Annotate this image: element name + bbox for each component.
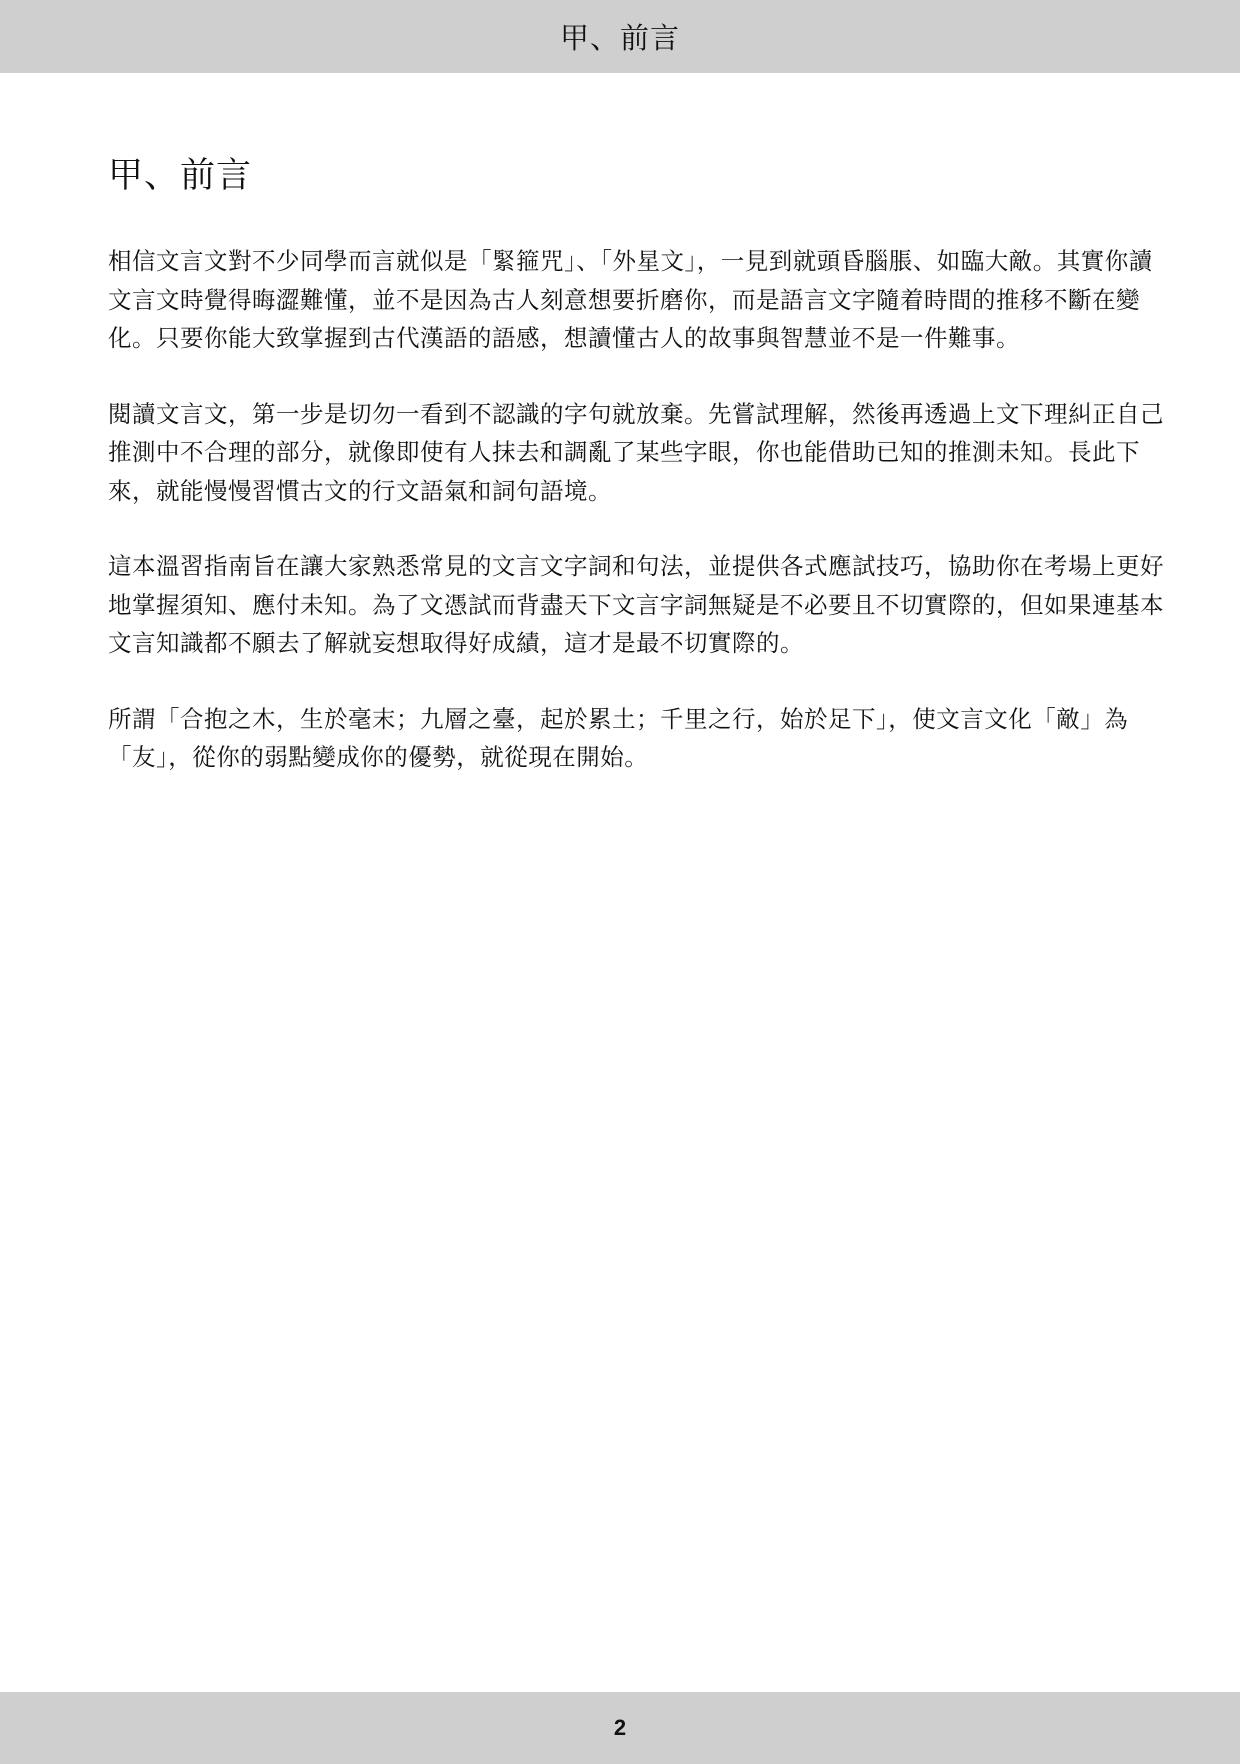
page-header — [0, 0, 1240, 73]
page-footer — [0, 1692, 1240, 1764]
paragraph-2: 閱讀文言文，第一步是切勿一看到不認識的字句就放棄。先嘗試理解，然後再透過上文下理糾正自己推測中不合理的部分，就像即使有人抹去和調亂了某些字眼，你也能借助已知的推測未知。長此下來，就能慢慢習慣古文的行文語氣和詞句語境。 — [108, 399, 1164, 505]
paragraph-4: 所謂「合抱之木，生於毫末；九層之臺，起於累土；千里之行，始於足下」，使文言文化「敵」為「友」，從你的弱點變成你的優勢，就從現在開始。 — [108, 704, 1129, 771]
paragraph-1: 相信文言文對不少同學而言就似是「緊箍咒」、「外星文」，一見到就頭昏腦脹、如臨大敵。其實你讀文言文時覺得晦澀難懂，並不是因為古人刻意想要折磨你，而是語言文字隨着時間的推移不斷在變化。只要你能大致掌握到古代漢語的語感，想讀懂古人的故事與智慧並不是一件難事。 — [108, 247, 1153, 352]
header-title: 甲、前言 — [559, 21, 680, 55]
section-heading: 甲、前言 — [108, 156, 253, 196]
main-content — [108, 148, 1168, 814]
paragraph-3: 這本溫習指南旨在讓大家熟悉常見的文言文字詞和句法，並提供各式應試技巧，協助你在考場上更好地掌握須知、應付未知。為了文憑試而背盡天下文言字詞無疑是不必要且不切實際的，但如果連基本文言知識都不願去了解就妄想取得好成績，這才是最不切實際的。 — [108, 552, 1164, 657]
page-number: 2 — [613, 1715, 627, 1740]
